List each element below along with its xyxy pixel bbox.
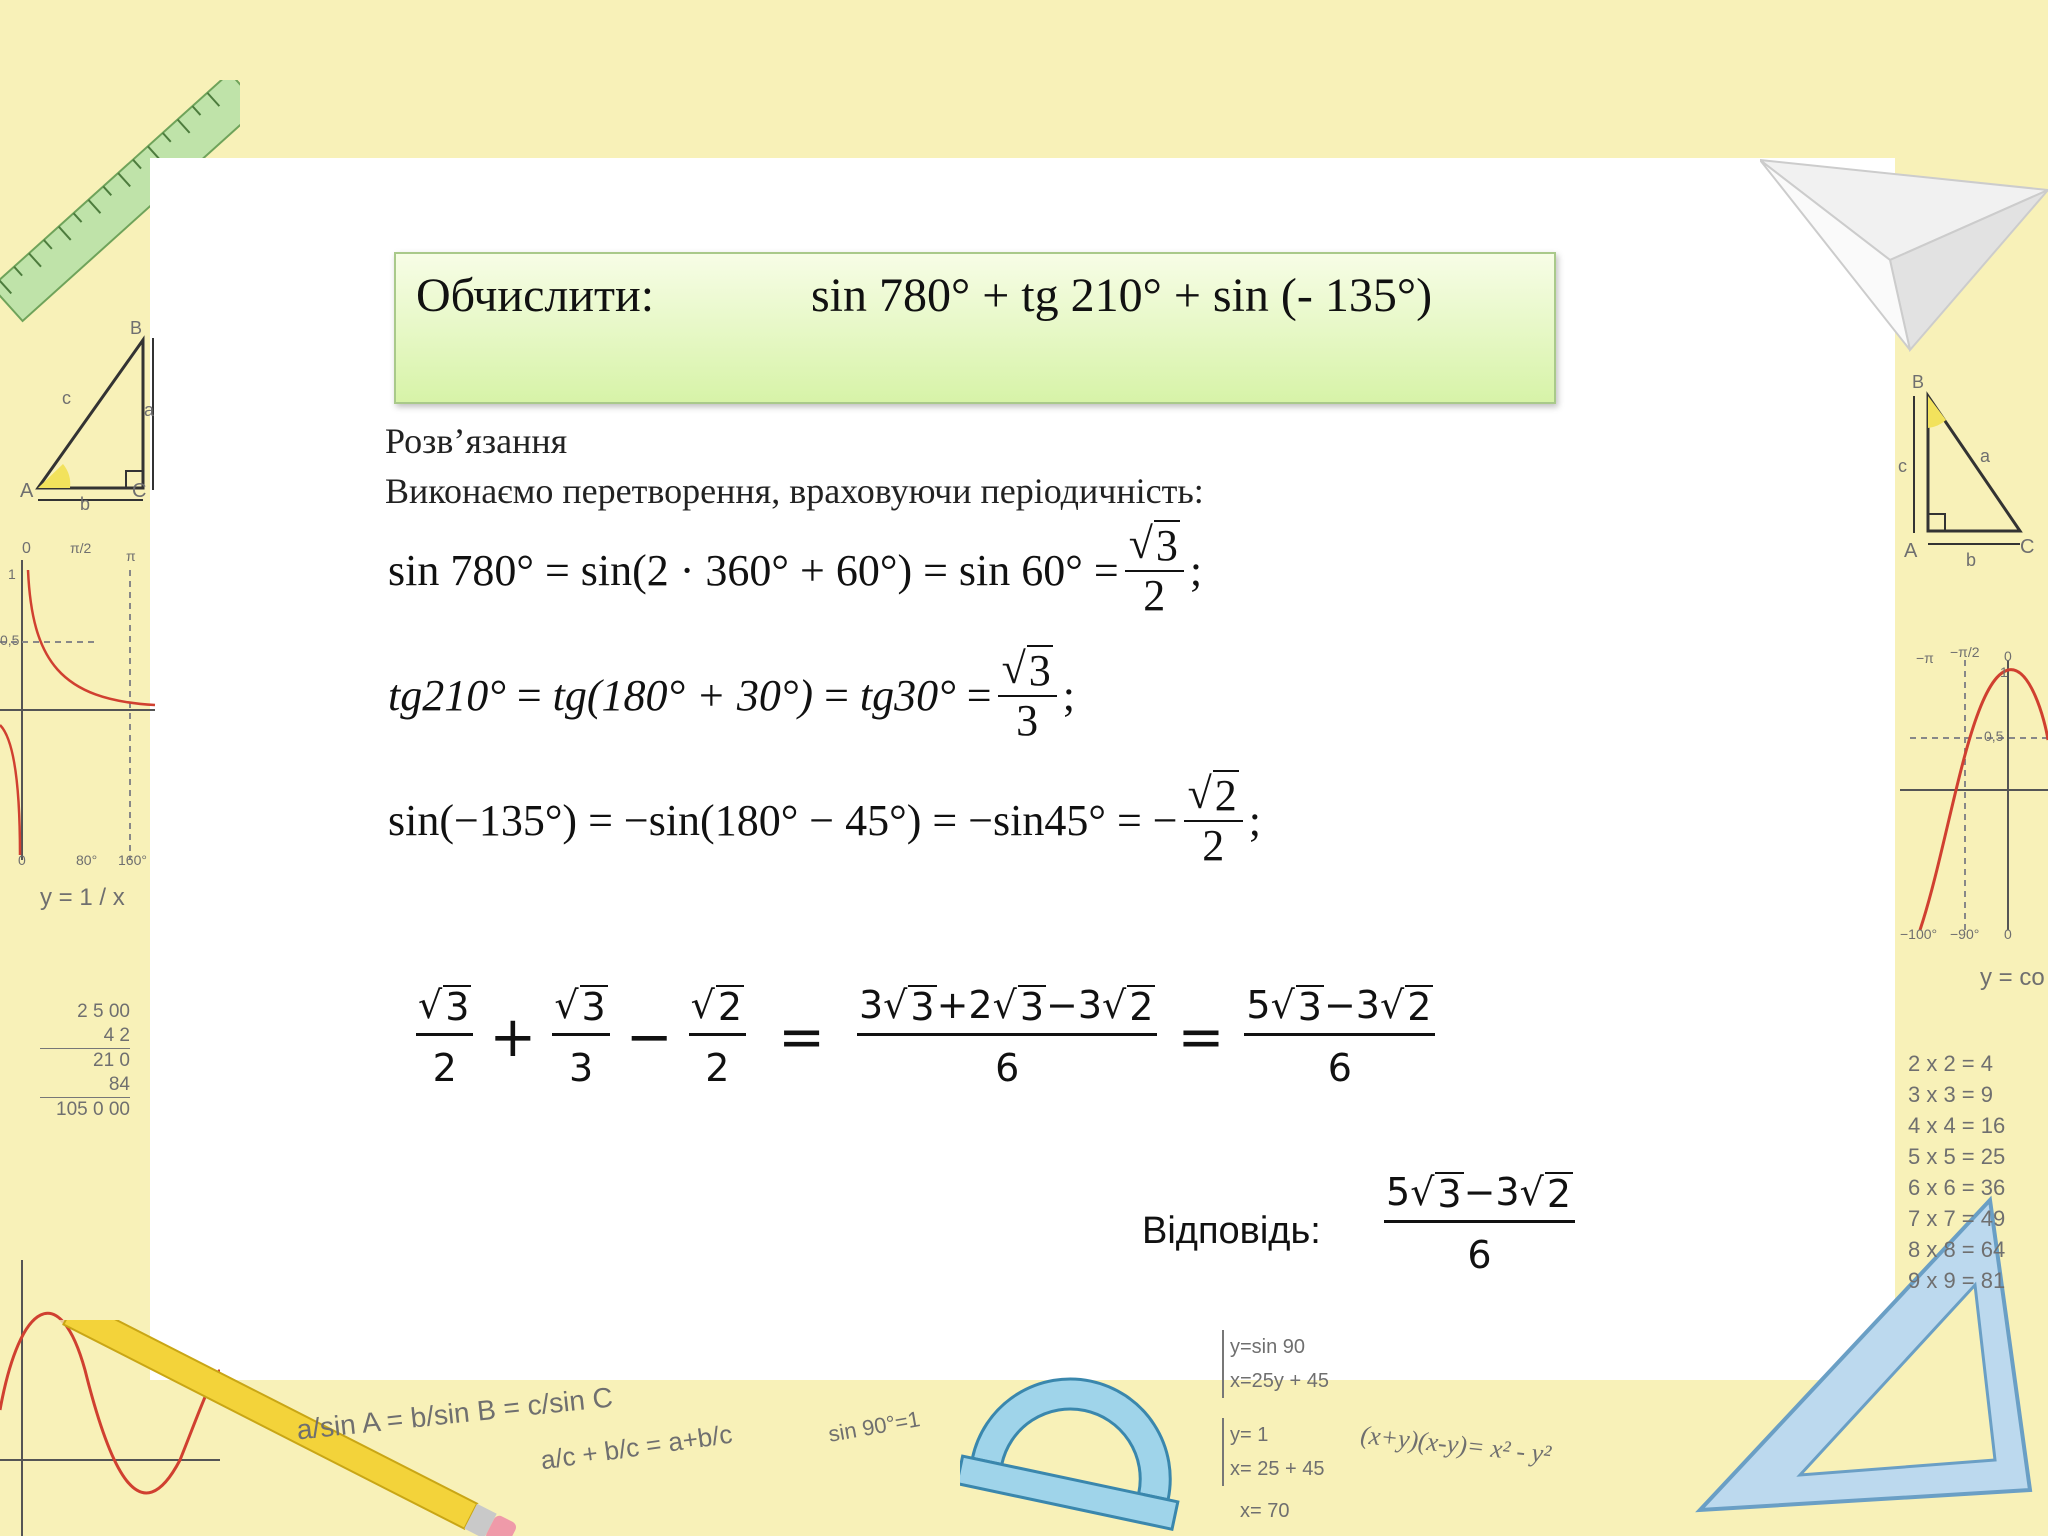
multiplication-table	[1908, 1048, 2005, 1296]
line1-end: ;	[1189, 545, 1203, 595]
hyperbola-tick-half: 0,5	[0, 632, 20, 648]
line3-mid: −sin(180° − 45°)	[623, 795, 922, 845]
cosine-tick-1: 1	[2000, 664, 2008, 680]
task-label: Обчислити:	[416, 269, 655, 322]
line1-eq: =	[544, 545, 570, 595]
mult-row-3: 4 x 4 = 16	[1908, 1113, 2006, 1138]
system2-row-2: x= 25 + 45	[1230, 1458, 1325, 1480]
hyperbola-tick-pi: π	[126, 548, 136, 564]
sine-law-formula: a/sin A = b/sin B = c/sin C	[295, 1381, 615, 1446]
equation-system-1	[1222, 1330, 1329, 1398]
mult-row-5: 6 x 6 = 36	[1908, 1175, 2006, 1200]
triangle-side-c-right: c	[1898, 456, 1907, 476]
cosine-tick-half: 0,5	[1984, 728, 2004, 744]
line2-lhs: tg210°	[388, 670, 506, 720]
equation-line-3	[388, 770, 1261, 871]
sum-equals-1: =	[778, 1004, 825, 1070]
line2-fraction	[998, 645, 1057, 746]
column-mult-row-1: 2 5 00	[77, 1001, 130, 1022]
mult-row-4: 5 x 5 = 25	[1908, 1144, 2006, 1169]
line1-lhs: sin 780°	[388, 545, 534, 595]
identity-formula: (x+y)(x-y)= x² - y²	[1359, 1420, 1553, 1469]
column-multiplication	[40, 1000, 130, 1122]
triangle-side-a-right: a	[1980, 446, 1991, 466]
paper-plane-decoration	[1760, 150, 2048, 360]
triangle-side-c-left: c	[62, 388, 71, 408]
answer-label: Відповідь:	[1142, 1210, 1321, 1252]
line2-eq: =	[516, 670, 542, 720]
triangle-label-b-right: B	[1912, 372, 1925, 392]
task-expression: sin 780° + tg 210° + sin (- 135°)	[811, 269, 1433, 322]
line2-denominator: 3	[1016, 696, 1039, 746]
triangle-label-b-left: B	[130, 318, 143, 338]
cosine-tick-neg-half-pi: −π/2	[1950, 644, 1980, 660]
line2-mid: tg(180° + 30°)	[552, 670, 814, 720]
protractor-decoration	[960, 1330, 1200, 1536]
triangle-label-a-left: A	[20, 480, 34, 502]
triangle-side-b-left: b	[80, 494, 91, 514]
mult-row-1: 2 x 2 = 4	[1908, 1051, 1994, 1076]
line1-eq2: =	[923, 545, 948, 595]
system2-row-1: y= 1	[1230, 1424, 1269, 1446]
hyperbola-graph	[0, 540, 160, 870]
mult-row-6: 7 x 7 = 49	[1908, 1206, 2006, 1231]
triangle-label-c-right: C	[2020, 536, 2035, 558]
sum-equation	[410, 985, 1441, 1090]
fraction-rule: a/c + b/c = a+b/c	[538, 1418, 735, 1476]
solution-heading: Розв’язання	[385, 421, 568, 461]
line3-denominator: 2	[1202, 821, 1225, 871]
cosine-tick-neg-90: −90°	[1950, 926, 1980, 942]
triangle-label-c-left: C	[132, 480, 147, 502]
line3-eq3: = −	[1116, 795, 1178, 845]
line2-sqrt: √ 3	[1001, 644, 1051, 695]
line3-fraction	[1184, 770, 1243, 871]
cosine-tick-neg-pi: −π	[1916, 650, 1934, 666]
line2-rhs: tg30°	[859, 670, 956, 720]
line3-sqrt: √ 2	[1187, 769, 1237, 820]
line2-eq3: =	[966, 670, 992, 720]
cosine-tick-neg-100: −100°	[1900, 926, 1938, 942]
hyperbola-tick-160: 160°	[118, 852, 147, 868]
column-mult-row-3: 21 0	[93, 1050, 130, 1071]
hyperbola-tick-0: 0	[22, 540, 31, 557]
equation-line-2	[388, 645, 1075, 746]
line3-rhs: −sin45°	[968, 795, 1106, 845]
line1-fraction	[1125, 520, 1184, 621]
line2-eq2: =	[824, 670, 849, 720]
hyperbola-tick-half-pi: π/2	[70, 540, 92, 556]
line1-denominator: 2	[1143, 571, 1166, 621]
pencil-decoration	[0, 1320, 560, 1536]
mult-row-8: 9 x 9 = 81	[1908, 1268, 2006, 1293]
sum-op-plus: +	[489, 1004, 537, 1070]
line3-eq: =	[588, 795, 613, 845]
sum-term-3: √ 2 2	[689, 985, 746, 1090]
column-mult-row-4: 84	[40, 1073, 130, 1098]
sum-term-1: √ 3 2	[416, 985, 473, 1090]
triangle-side-a-left: a	[144, 400, 155, 420]
sum-equals-2: =	[1177, 1004, 1225, 1070]
sum-term-2: √ 3 3	[552, 985, 609, 1090]
system2-result: x= 70	[1240, 1500, 1290, 1522]
cosine-graph	[1900, 640, 2048, 940]
column-mult-row-5: 105 0 00	[56, 1099, 130, 1120]
line1-rhs: sin 60°	[958, 545, 1083, 595]
hyperbola-tick-80: 80°	[76, 852, 98, 868]
line3-end: ;	[1248, 795, 1261, 845]
column-mult-row-2: 4 2	[40, 1024, 130, 1049]
sum-result-fraction: 5√ 3 −3√ 2 6	[1244, 985, 1435, 1090]
system1-row-2: x=25y + 45	[1230, 1370, 1329, 1392]
equation-line-1	[388, 520, 1202, 621]
triangle-side-b-right: b	[1966, 550, 1977, 570]
task-box	[394, 252, 1556, 404]
hyperbola-tick-bottom-0: 0	[18, 852, 26, 868]
line3-eq2: =	[932, 795, 958, 845]
triangle-label-a-right: A	[1904, 540, 1918, 562]
cosine-tick-bottom-0: 0	[2004, 926, 2012, 942]
system1-row-1: y=sin 90	[1230, 1336, 1306, 1358]
solution-intro: Виконаємо перетворення, враховуючи періодичність:	[385, 471, 1204, 511]
line1-sqrt: √ 3	[1128, 519, 1178, 570]
cosine-tick-0: 0	[2004, 648, 2012, 664]
hyperbola-label: y = 1 / x	[40, 884, 125, 911]
line1-eq3: =	[1093, 545, 1119, 595]
cosine-label: y = co	[1980, 964, 2045, 991]
mult-row-2: 3 x 3 = 9	[1908, 1082, 1994, 1107]
line3-lhs: sin(−135°)	[388, 795, 578, 845]
mult-row-7: 8 x 8 = 64	[1908, 1237, 2006, 1262]
line2-end: ;	[1062, 670, 1075, 720]
hyperbola-tick-1: 1	[8, 566, 16, 582]
equation-system-2	[1222, 1418, 1325, 1486]
line1-mid: sin(2 · 360° + 60°)	[580, 545, 913, 595]
sin90-formula: sin 90°=1	[826, 1406, 922, 1447]
sum-op-minus: −	[625, 1004, 673, 1070]
answer-fraction: 5√ 3 −3√ 2 6	[1378, 1172, 1581, 1277]
sum-combined-fraction: 3√ 3 +2√ 3 −3√ 2 6	[857, 985, 1157, 1090]
